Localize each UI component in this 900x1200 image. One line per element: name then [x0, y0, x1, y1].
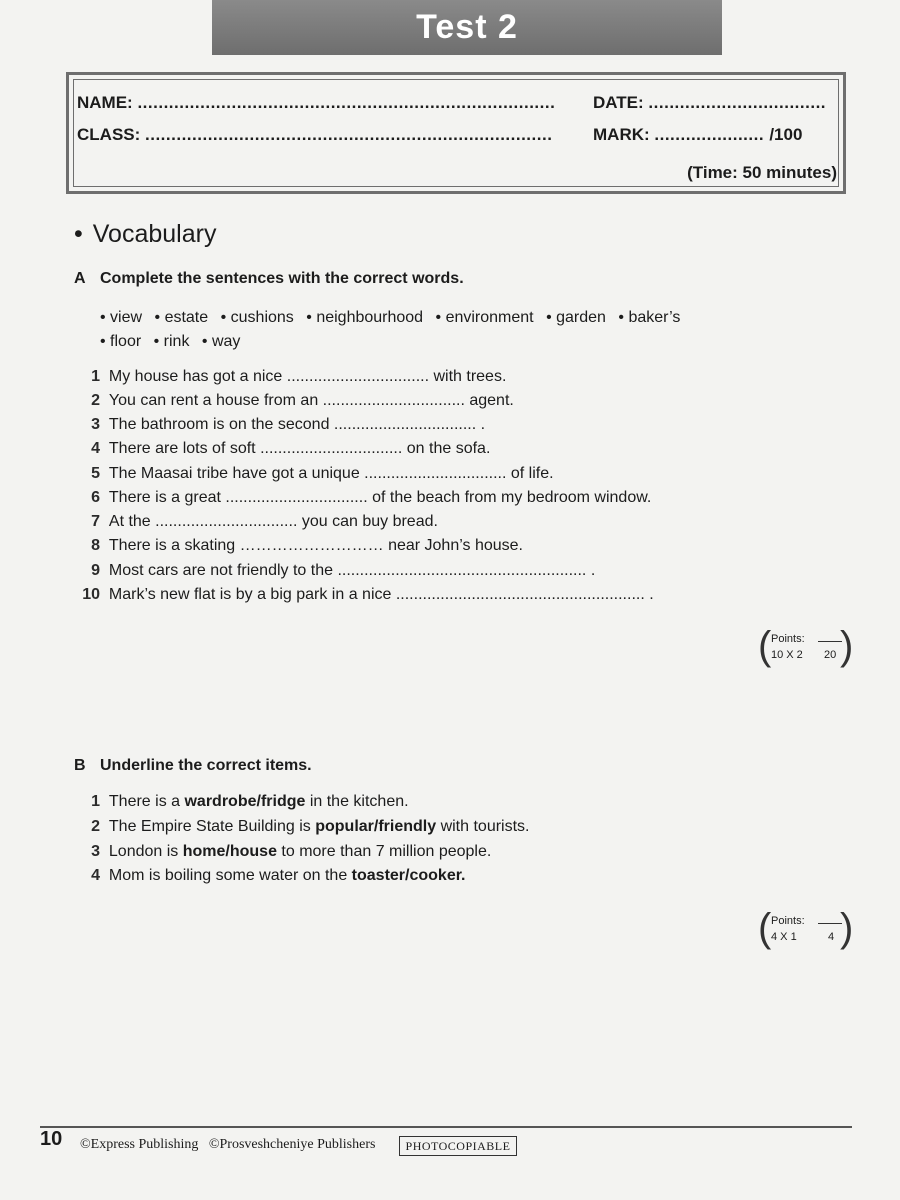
question-number: 2: [91, 818, 100, 835]
points-label: Points:: [771, 633, 805, 645]
task-instruction: Underline the correct items.: [100, 757, 312, 774]
points-total: 4: [828, 931, 835, 943]
question-number: 8: [91, 537, 100, 554]
points-box-a: ( Points: 10 X 2 20 ): [758, 624, 854, 668]
word-bank-item: • environment: [435, 309, 534, 326]
word-bank-item: • rink: [153, 333, 190, 350]
question-text-pre: There is a: [108, 793, 185, 810]
page-title: Test 2: [212, 0, 722, 55]
copyright-text: ©Express Publishing ©Prosveshcheniye Publishers: [80, 1137, 376, 1152]
question-number: 4: [91, 440, 100, 457]
question-item[interactable]: [70, 489, 651, 507]
question-item[interactable]: [70, 586, 654, 604]
task-instruction: Complete the sentences with the correct words.: [100, 270, 464, 287]
photocopiable-badge: PHOTOCOPIABLE: [399, 1136, 517, 1156]
answer-options[interactable]: popular/friendly: [315, 818, 437, 835]
mark-total: /100: [769, 125, 803, 144]
question-text-pre: Mom is boiling some water on the: [108, 867, 352, 884]
question-text: Mark’s new flat is by a big park in a nice ........................................................ .: [108, 586, 654, 603]
word-bank-item: • view: [100, 309, 143, 326]
task-a-heading: [74, 270, 464, 288]
mark-label: MARK:: [593, 125, 650, 144]
question-text: The Maasai tribe have got a unique ................................ of life.: [108, 465, 554, 482]
answer-options[interactable]: home/house: [182, 843, 277, 860]
question-number: 3: [91, 843, 100, 860]
word-bank: [100, 306, 740, 354]
points-box-b: ( Points: 4 X 1 4 ): [758, 906, 854, 950]
question-text-pre: The Empire State Building is: [108, 818, 316, 835]
question-number: 2: [91, 392, 100, 409]
student-info-box: [66, 72, 846, 194]
question-number: 10: [82, 586, 100, 603]
page-number: 10: [40, 1128, 63, 1150]
question-text-pre: London is: [108, 843, 183, 860]
question-text-post: with tourists.: [436, 818, 530, 835]
question-text-post: in the kitchen.: [305, 793, 409, 810]
points-calc: 10 X 2: [771, 649, 803, 661]
word-bank-item: • neighbourhood: [306, 309, 424, 326]
task-b-heading: [74, 757, 312, 775]
question-number: 1: [91, 368, 100, 385]
section-title: Vocabulary: [92, 220, 217, 248]
class-label: CLASS:: [77, 125, 141, 144]
time-limit: (Time: 50 minutes): [687, 163, 837, 182]
question-number: 6: [91, 489, 100, 506]
question-text: The bathroom is on the second ................................ .: [108, 416, 486, 433]
footer-divider: [40, 1126, 852, 1128]
mark-field[interactable]: MARK: ..................... /100: [593, 125, 803, 144]
points-label: Points:: [771, 915, 805, 927]
word-bank-item: • baker’s: [618, 309, 681, 326]
answer-options[interactable]: toaster/cooker.: [351, 867, 466, 884]
question-text: Most cars are not friendly to the ........................................................ .: [108, 562, 596, 579]
question-number: 1: [91, 793, 100, 810]
question-text: There is a great ................................ of the beach from my bedroom window.: [108, 489, 652, 506]
name-field[interactable]: NAME: ................................................................................: [77, 93, 556, 112]
task-letter: A: [74, 270, 86, 287]
question-item[interactable]: [70, 867, 466, 885]
name-label: NAME:: [77, 93, 133, 112]
question-item[interactable]: [70, 537, 523, 555]
question-number: 4: [91, 867, 100, 884]
section-heading: [74, 220, 216, 249]
question-number: 9: [91, 562, 100, 579]
question-number: 3: [91, 416, 100, 433]
question-item[interactable]: [70, 440, 490, 458]
date-field[interactable]: DATE: ..................................: [593, 93, 827, 112]
task-letter: B: [74, 757, 86, 774]
question-item[interactable]: [70, 562, 595, 580]
question-item[interactable]: [70, 843, 491, 861]
word-bank-item: • cushions: [220, 309, 294, 326]
question-item[interactable]: [70, 793, 409, 811]
points-calc: 4 X 1: [771, 931, 797, 943]
question-item[interactable]: [70, 513, 438, 531]
question-item[interactable]: [70, 392, 514, 410]
question-text: At the ................................ you can buy bread.: [108, 513, 438, 530]
class-field[interactable]: CLASS: ..............................................................................: [77, 125, 553, 144]
question-text: There is a skating ……………………… near John’s house.: [108, 537, 523, 554]
question-text: There are lots of soft ................................ on the sofa.: [108, 440, 491, 457]
word-bank-item: • estate: [154, 309, 209, 326]
date-label: DATE:: [593, 93, 644, 112]
word-bank-item: • floor: [100, 333, 142, 350]
question-item[interactable]: [70, 368, 506, 386]
question-item[interactable]: [70, 818, 529, 836]
question-text: My house has got a nice ................................ with trees.: [108, 368, 507, 385]
word-bank-item: • garden: [546, 309, 606, 326]
points-total: 20: [824, 649, 837, 661]
question-item[interactable]: [70, 416, 485, 434]
question-text: You can rent a house from an ................................ agent.: [108, 392, 514, 409]
question-number: 5: [91, 465, 100, 482]
question-number: 7: [91, 513, 100, 530]
question-item[interactable]: [70, 465, 554, 483]
bullet-icon: •: [74, 220, 83, 248]
question-text-post: to more than 7 million people.: [276, 843, 492, 860]
word-bank-item: • way: [201, 333, 241, 350]
answer-options[interactable]: wardrobe/fridge: [184, 793, 306, 810]
